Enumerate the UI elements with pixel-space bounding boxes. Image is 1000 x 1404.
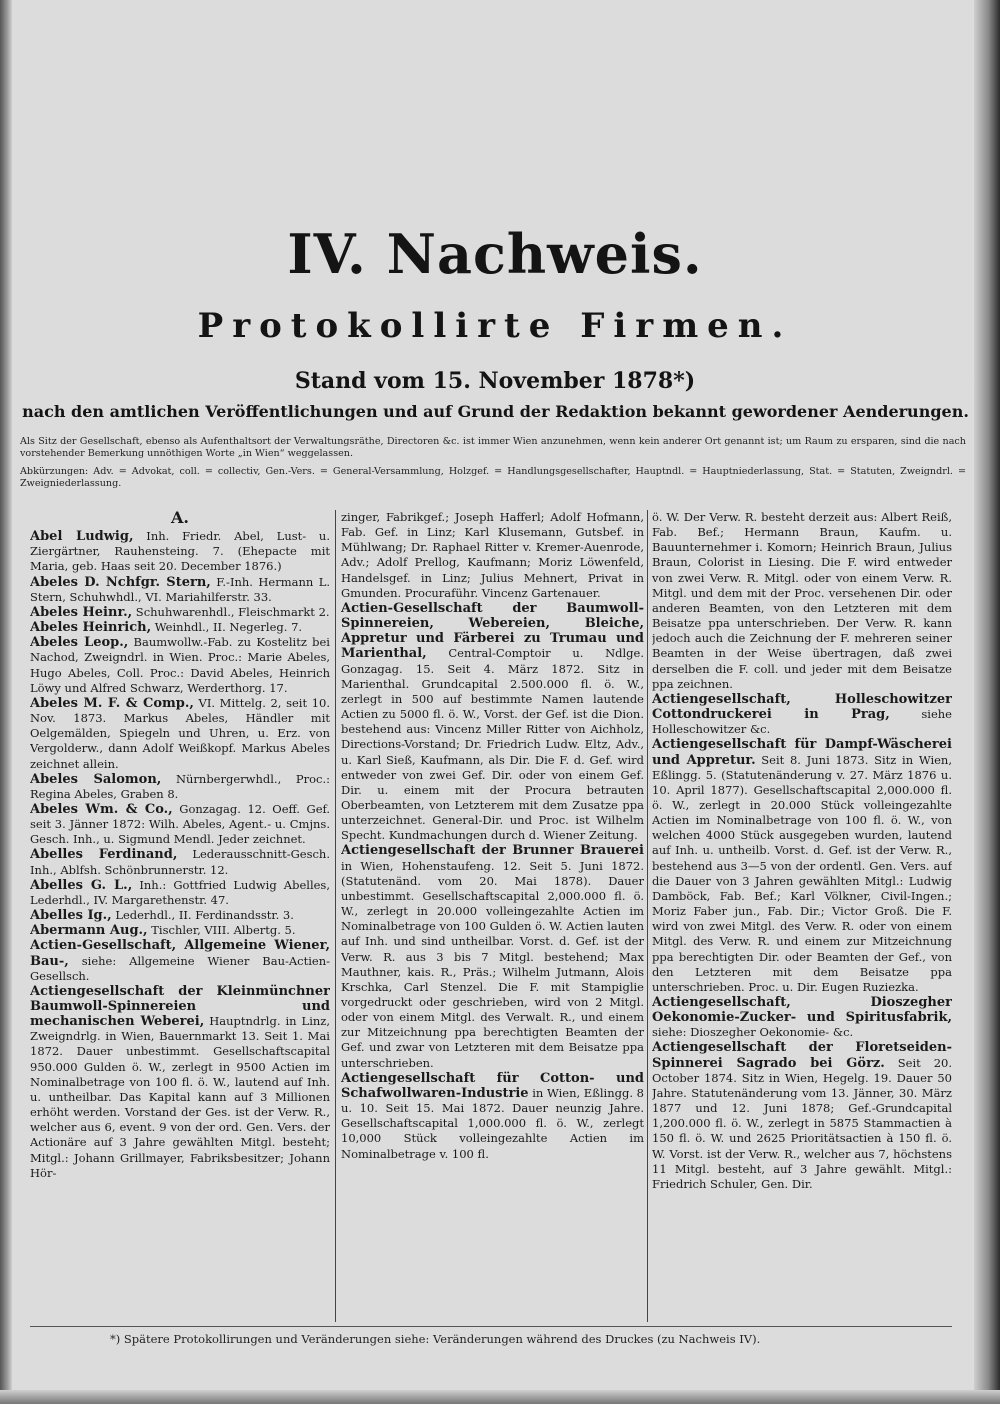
column-divider (335, 510, 336, 1322)
firm-details: Baumwollw.-Fab. zu Kostelitz bei Nachod, Zweigndrl. in Wien. Proc.: Marie Abeles, Hugo Abeles, Coll. Proc.: David Abeles, Heinrich Löwy und Alfred Schwarz, Werderthorg. 17. (30, 635, 330, 695)
footnote: *) Spätere Protokollirungen und Veränderungen siehe: Veränderungen während des Druckes (zu Nachweis IV). (110, 1332, 761, 1346)
column-divider (647, 510, 648, 1322)
firm-name: Abel Ludwig, (30, 529, 134, 545)
firm-name: Actiengesellschaft, Dioszegher Oekonomie-Zucker- und Spiritusfabrik, (652, 995, 952, 1026)
firm-entry (652, 737, 952, 995)
firm-name: Abeles Heinr., (30, 604, 133, 620)
firm-entry (652, 692, 952, 737)
firm-entry (341, 601, 644, 844)
firm-name: Actien-Gesellschaft der Baumwoll-Spinnereien, Webereien, Bleiche, Appretur und Färberei zu Trumau und Marienthal, (341, 600, 644, 662)
text-column-2 (341, 510, 644, 1330)
firm-entry (30, 923, 330, 938)
firm-entry (341, 843, 644, 1070)
firm-name: Actiengesellschaft der Floretseiden-Spinnerei Sagrado bei Görz. (652, 1040, 952, 1071)
firm-entry (30, 620, 330, 635)
firm-details: siehe Holleschowitzer &c. (652, 707, 952, 737)
firm-details: Schuhwarenhdl., Fleischmarkt 2. (132, 604, 330, 619)
firm-name: Abeles Heinrich, (30, 620, 152, 636)
firm-entry (30, 802, 330, 847)
firm-entry (30, 605, 330, 620)
firm-entry (341, 1071, 644, 1162)
firm-name: Abelles Ig., (30, 908, 112, 924)
firm-details: Lederhdl., II. Ferdinandsstr. 3. (111, 908, 294, 923)
firm-details: Weinhdl., II. Negerleg. 7. (151, 620, 303, 635)
firm-details: VI. Mittelg. 2, seit 10. Nov. 1873. Markus Abeles, Händler mit Oelgemälden, Spiegeln und Uhren, u. Erz. von Vergolderw., dann Adolf Weißkopf. Markus Abeles zeichnet allein. (30, 695, 330, 771)
firm-details: zinger, Fabrikgef.; Joseph Hafferl; Adolf Hofmann, Fab. Gef. in Linz; Karl Klusemann, Gutsbef. in Mühlwang; Dr. Raphael Ritter v. Kremer-Auenrode, Adv.; Adolf Prellog, Kaufmann; Moriz Löwenfeld, Handelsgef. in Linz; Julius Mehnert, Privat in Gmunden. Procuraführ. Vincenz Gartenauer. (341, 510, 644, 600)
firm-details: siehe: Dioszegher Oekonomie- &c. (652, 1025, 854, 1040)
firm-name: Abelles Ferdinand, (30, 847, 178, 863)
footnote-divider (30, 1326, 952, 1327)
firm-name: Actiengesellschaft für Cotton- und Schafwollwaren-Industrie (341, 1070, 644, 1101)
firm-details: Inh.: Gottfried Ludwig Abelles, Lederhdl., IV. Margarethenstr. 47. (30, 877, 330, 907)
firm-details: Seit 20. October 1874. Sitz in Wien, Hegelg. 19. Dauer 50 Jahre. Statutenänderung vom 13. Jänner, 30. März 1877 und 12. Juni 1878; Gef.-Grundcapital 1,200.000 fl. ö. W., zerlegt in 5875 Stammactien à 150 fl. ö. W. und 2625 Prioritätsactien à 150 fl. ö. W. Vorst. ist der Verw. R., welcher aus 7, höchstens 11 Mitgl. besteht, auf 3 Jahre gewählt. Mitgl.: Friedrich Schuler, Gen. Dir. (652, 1055, 952, 1191)
firm-name: Actiengesellschaft der Kleinmünchner Baumwoll-Spinnereien und mechanischen Weberei, (30, 983, 330, 1030)
text-column-3 (652, 510, 952, 1330)
firm-details: Central-Comptoir u. Ndlge. Gonzagag. 15. Seit 4. März 1872. Sitz in Marienthal. Grundcapital 2.500.000 fl. ö. W., zerlegt in 500 auf bestimmte Namen lautende Actien zu 5000 fl. ö. W., Vorst. der Gef. ist die Dion. bestehend aus: Vincenz Miller Ritter von Aichholz, Directions-Vorstand; Dr. Friedrich Ludw. Eltz, Adv., u. Karl Sieß, Kaufmann, als Dir. Die F. d. Gef. wird entweder von zwei Gef. Dir. oder von einem Gef. Dir. u. einem mit der Procura betrauten Oberbeamten, von Letzterem mit dem Zusatze ppa unterzeichnet. General-Dir. und Proc. ist Wilhelm Specht. Kundmachungen durch d. Wiener Zeitung. (341, 646, 644, 843)
firm-details: F.-Inh. Hermann L. Stern, Schuhwhdl., VI. Mariahilferstr. 33. (30, 574, 330, 604)
firm-details: siehe: Allgemeine Wiener Bau-Actien-Gesellsch. (30, 953, 330, 983)
firm-entry (30, 847, 330, 877)
page-title: IV. Nachweis. (287, 222, 703, 286)
firm-details: Gonzagag. 12. Oeff. Gef. seit 3. Jänner 1872: Wilh. Abeles, Agent.- u. Cmjns. Gesch. Inh., u. Sigmund Mendl. Jeder zeichnet. (30, 801, 330, 847)
page-subtitle: Protokollirte Firmen. (197, 306, 793, 346)
firm-details: Nürnbergerwhdl., Proc.: Regina Abeles, Graben 8. (30, 771, 330, 801)
firm-entry (341, 510, 644, 601)
scan-left-edge (0, 0, 12, 1404)
firm-name: Abermann Aug., (30, 923, 148, 939)
firm-entry (652, 1040, 952, 1192)
firm-details: in Wien, Eßlingg. 8 u. 10. Seit 15. Mai 1872. Dauer neunzig Jahre. Gesellschaftscapital 1,000.000 fl. ö. W., zerlegt 10,000 Stück volleingezahlte Actien im Nominalbetrage v. 100 fl. (341, 1085, 644, 1161)
firm-entry (30, 908, 330, 923)
abbreviations-note: Abkürzungen: Adv. = Advokat, coll. = collectiv, Gen.-Vers. = General-Versammlung, Holzgef. = Handlungsgesellschafter, Hauptndl. = Hauptniederlassung, Stat. = Statuten, Zweigndrl. = Zweigniederlassung. (20, 466, 966, 489)
firm-details: ö. W. Der Verw. R. besteht derzeit aus: Albert Reiß, Fab. Bef.; Hermann Braun, Kaufm. u. Bauunternehmer i. Komorn; Heinrich Braun, Julius Braun, Colorist in Liesing. Die F. wird entweder von zwei Verw. R. Mitgl. oder von einem Verw. R. Mitgl. und dem mit der Proc. versehenen Dir. oder anderen Beamten, von den Letzteren mit dem Beisatze ppa unterschrieben. Der Verw. R. kann jedoch auch die Zeichnung der F. mehreren seiner Beamten in der Weise übertragen, daß zwei derselben die F. coll. und jeder mit dem Beisatze ppa zeichnen. (652, 510, 952, 691)
firm-name: Abeles M. F. & Comp., (30, 695, 194, 711)
firm-entry (652, 995, 952, 1040)
firm-name: Actiengesellschaft der Brunner Brauerei (341, 843, 644, 859)
firm-entry (30, 575, 330, 605)
firm-details: Inh. Friedr. Abel, Lust- u. Ziergärtner, Rauhensteing. 7. (Ehepacte mit Maria, geb. Haas seit 20. December 1876.) (30, 529, 330, 574)
firm-name: Actiengesellschaft für Dampf-Wäscherei und Appretur. (652, 737, 952, 768)
firm-entry (30, 878, 330, 908)
firm-entry (30, 984, 330, 1181)
firm-entry (652, 510, 952, 692)
firm-details: Seit 8. Juni 1873. Sitz in Wien, Eßlingg. 5. (Statutenänderung v. 27. März 1876 u. 10. April 1877). Gesellschaftscapital 2,000.000 fl. ö. W., zerlegt in 20.000 Stück volleingezahlte Actien im Nominalbetrage von 100 fl. ö. W., von welchen 4000 Stück ausgegeben wurden, lautend auf Inh. u. untheilb. Vorst. d. Gef. ist der Verw. R., bestehend aus 3—5 von der ordentl. Gen. Vers. auf die Dauer von 3 Jahren gewählten Mitgl.: Ludwig Damböck, Fab. Bef.; Karl Völkner, Civil-Ingen.; Moriz Faber jun., Fab. Dir.; Victor Groß. Die F. wird von zwei Mitgl. des Verw. R. oder von einem Mitgl. des Verw. R. und einem zur Mitzeichnung ppa berechtigten Dir. oder Beamten der Gef., von den Letzteren mit dem Beisatze ppa unterschrieben. Proc. u. Dir. Eugen Ruziezka. (652, 752, 952, 994)
firm-details: Lederausschnitt-Gesch. Inh., Ablfsh. Schönbrunnerstr. 12. (30, 847, 330, 877)
firm-name: Abeles Salomon, (30, 771, 162, 787)
firm-entry (30, 635, 330, 696)
firm-name: Abeles D. Nchfgr. Stern, (30, 574, 211, 590)
firm-entry (30, 696, 330, 772)
seat-note: Als Sitz der Gesellschaft, ebenso als Aufenthaltsort der Verwaltungsräthe, Directoren &c. ist immer Wien anzunehmen, wenn kein anderer Ort genannt ist; um Raum zu ersparen, sind die nach vorstehender Bemerkung unnöthigen Worte „in Wien“ weggelassen. (20, 436, 966, 459)
firm-name: Abelles G. L., (30, 877, 133, 893)
firm-name: Actiengesellschaft, Holleschowitzer Cottondruckerei in Prag, (652, 691, 952, 723)
firm-entry (30, 772, 330, 802)
firm-entry (30, 938, 330, 983)
basis-line: nach den amtlichen Veröffentlichungen und auf Grund der Redaktion bekannt gewordener Aenderungen. (22, 402, 969, 421)
text-column-1 (30, 510, 330, 1330)
firm-details: in Wien, Hohenstaufeng. 12. Seit 5. Juni 1872. (Statutenänd. vom 20. Mai 1878). Dauer unbestimmt. Gesellschaftscapital 2,000.000 fl. ö. W., zerlegt in 20.000 volleingezahlte Actien im Nominalbetrage von 100 Gulden ö. W. Actien lauten auf Inh. und sind untheilbar. Vorst. d. Gef. ist der Verw. R. aus 3 bis 7 Mitgl. bestehend; Max Mauthner, kais. R., Präs.; Wilhelm Jutmann, Alois Krschka, Carl Stenzel. Die F. mit Stampiglie vorgedruckt oder geschrieben, wird von 2 Mitgl. oder von einem Mitgl. des Verwalt. R., und einem zur Mitzeichnung ppa berechtigten Beamten der Gef. und zwar von Letzteren mit dem Beisatze ppa unterschrieben. (341, 858, 644, 1070)
firm-name: Abeles Wm. & Co., (30, 801, 173, 817)
firm-entry (30, 529, 330, 574)
section-letter: A. (171, 510, 189, 527)
scan-right-edge (974, 0, 1000, 1404)
firm-name: Actien-Gesellschaft, Allgemeine Wiener, Bau-, (30, 938, 330, 969)
date-line: Stand vom 15. November 1878*) (294, 368, 696, 394)
firm-details: Hauptndrlg. in Linz, Zweigndrlg. in Wien, Bauernmarkt 13. Seit 1. Mai 1872. Dauer unbestimmt. Gesellschaftscapital 950.000 Gulden ö. W., zerlegt in 9500 Actien im Nominalbetrage von 100 fl. ö. W., lautend auf Inh. u. untheilbar. Das Kapital kann auf 3 Millionen erhöht werden. Vorstand der Ges. ist der Verw. R., welcher aus 6, event. 9 von der ord. Gen. Vers. der Actionäre auf 3 Jahre gewählten Mitgl. besteht; Mitgl.: Johann Grillmayer, Fabriksbesitzer; Johann Hör- (30, 1014, 330, 1180)
firm-name: Abeles Leop., (30, 635, 129, 651)
firm-details: Tischler, VIII. Albertg. 5. (147, 923, 296, 938)
scan-bottom-edge (0, 1390, 1000, 1404)
